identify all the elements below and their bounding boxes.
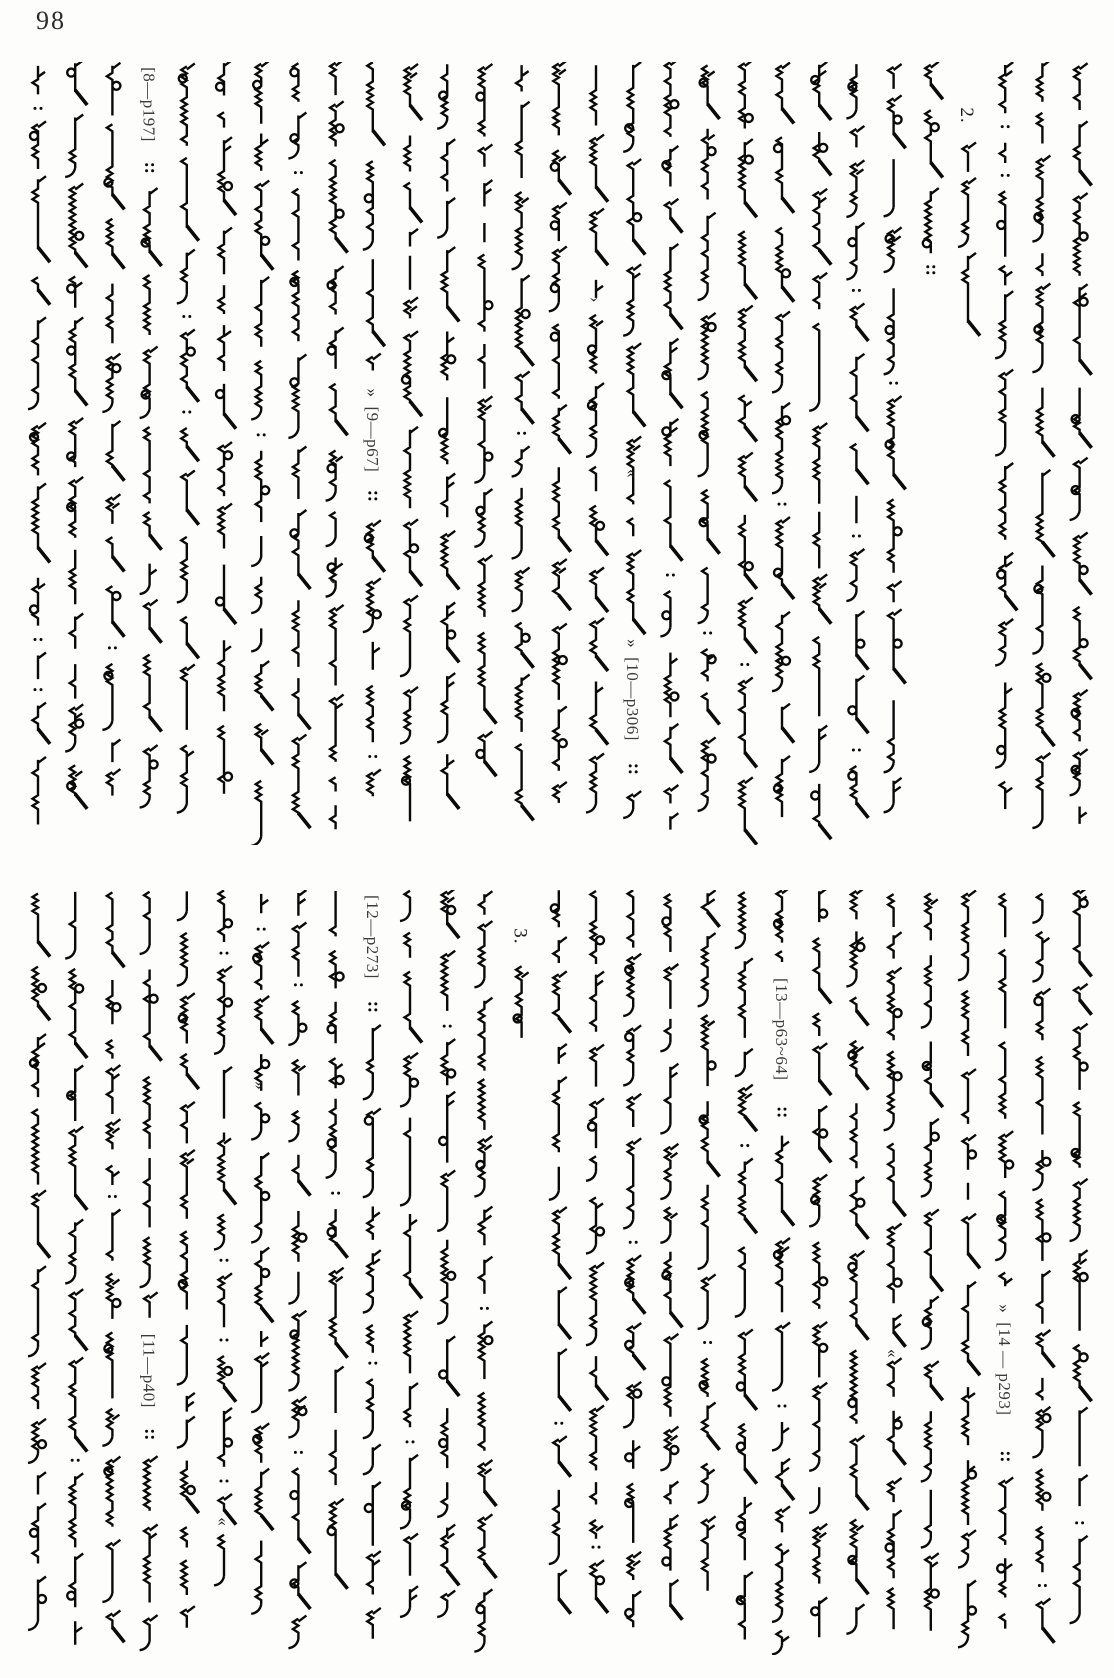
script-tail-strokes xyxy=(782,109,794,743)
script-strokes xyxy=(474,64,492,763)
script-punctuation-dots xyxy=(406,1440,415,1443)
script-punctuation-dots xyxy=(443,1025,452,1028)
script-strokes xyxy=(772,63,790,818)
script-tail-strokes xyxy=(112,194,124,636)
script-tail-strokes xyxy=(931,1092,943,1400)
quote-mark: » xyxy=(995,1304,1015,1314)
script-tail-strokes xyxy=(633,1299,645,1370)
citation-reference: [12—p273] xyxy=(362,895,382,979)
script-punctuation-dots xyxy=(331,1192,340,1195)
text-column xyxy=(363,62,385,796)
script-strokes xyxy=(140,188,158,808)
text-column xyxy=(400,64,422,822)
text-column xyxy=(586,65,608,812)
script-strokes xyxy=(363,1025,381,1639)
text-column xyxy=(437,64,459,809)
text-column xyxy=(995,894,1014,1629)
text-column xyxy=(809,890,831,1637)
script-strokes xyxy=(1070,890,1088,1623)
script-tail-strokes xyxy=(1042,442,1054,746)
script-punctuation-dots xyxy=(480,1307,489,1310)
script-tail-strokes xyxy=(336,1243,348,1589)
text-column xyxy=(326,62,348,829)
page-number: 98 xyxy=(36,6,66,35)
citation-reference: [13—p63~64] xyxy=(772,977,791,1081)
script-tail-strokes xyxy=(968,321,980,336)
script-tail-strokes xyxy=(708,104,720,725)
script-tail-strokes xyxy=(150,1046,162,1061)
text-band-top xyxy=(0,62,1114,845)
script-tail-strokes xyxy=(856,1011,868,1595)
script-tail-strokes xyxy=(298,1181,310,1609)
text-column xyxy=(474,891,496,1651)
script-strokes xyxy=(660,62,678,830)
script-tail-strokes xyxy=(670,218,682,773)
quote-mark: » xyxy=(362,388,382,398)
text-column xyxy=(288,890,310,1648)
script-punctuation-dots xyxy=(257,433,266,436)
script-tail-strokes xyxy=(745,1116,757,1483)
text-column xyxy=(251,62,273,845)
script-strokes xyxy=(660,894,678,1607)
text-column xyxy=(735,892,757,1639)
script-tail-strokes xyxy=(447,923,459,1585)
script-punctuation-dots xyxy=(629,764,638,773)
script-tail-strokes xyxy=(670,1312,682,1619)
text-column xyxy=(177,891,199,1627)
text-column xyxy=(698,890,720,1590)
script-strokes xyxy=(214,890,232,1585)
text-column xyxy=(512,65,534,820)
text-column xyxy=(65,892,87,1645)
script-tail-strokes xyxy=(596,187,608,745)
script-strokes xyxy=(846,890,864,1634)
script-strokes xyxy=(698,65,716,811)
script-strokes xyxy=(884,64,902,812)
script-strokes xyxy=(995,62,1013,809)
script-tail-strokes xyxy=(559,1018,571,1614)
script-strokes xyxy=(102,63,120,796)
script-punctuation-dots xyxy=(926,265,935,274)
script-strokes xyxy=(739,62,753,832)
citation-reference: [8—p197] xyxy=(139,67,159,142)
script-strokes xyxy=(958,890,976,1647)
section-number: 3. xyxy=(509,928,531,945)
text-column xyxy=(140,892,162,1650)
citation-reference: [10—p306] xyxy=(623,657,643,741)
text-column xyxy=(958,890,980,1647)
script-strokes xyxy=(586,891,604,1600)
script-strokes xyxy=(698,890,716,1590)
script-strokes xyxy=(846,64,864,805)
text-column xyxy=(846,64,868,818)
script-strokes xyxy=(288,63,306,815)
script-tail-strokes xyxy=(224,200,236,624)
script-tail-strokes xyxy=(410,1028,422,1299)
script-strokes xyxy=(437,890,455,1617)
script-strokes xyxy=(28,894,46,1631)
text-column xyxy=(102,63,124,796)
script-strokes xyxy=(586,65,604,812)
text-band-bottom xyxy=(0,890,1114,1655)
text-column xyxy=(660,62,682,830)
script-punctuation-dots xyxy=(554,1422,563,1425)
script-strokes xyxy=(549,62,567,803)
script-tail-strokes xyxy=(298,574,310,828)
script-strokes xyxy=(288,890,306,1648)
quote-mark: « xyxy=(883,1349,903,1358)
text-column xyxy=(923,62,943,274)
script-strokes xyxy=(177,891,195,1627)
script-strokes xyxy=(921,893,939,1630)
script-tail-strokes xyxy=(484,1491,496,1578)
script-strokes xyxy=(1032,894,1050,1630)
script-strokes xyxy=(809,62,827,826)
text-column xyxy=(474,64,496,776)
script-strokes xyxy=(177,63,195,812)
script-punctuation-dots xyxy=(740,1144,749,1147)
script-punctuation-dots xyxy=(778,503,787,506)
text-column xyxy=(214,890,236,1585)
script-strokes xyxy=(437,64,455,796)
text-column xyxy=(510,928,531,1038)
text-column xyxy=(1070,890,1092,1623)
text-column xyxy=(216,62,236,794)
text-column xyxy=(809,62,831,839)
script-tail-strokes xyxy=(559,180,571,610)
script-punctuation-dots xyxy=(889,382,898,385)
script-strokes xyxy=(1032,62,1050,828)
text-column xyxy=(623,890,645,1627)
script-strokes xyxy=(512,65,530,807)
script-strokes xyxy=(65,62,83,796)
script-punctuation-dots xyxy=(1075,1521,1084,1524)
script-tail-strokes xyxy=(112,952,124,1642)
script-strokes xyxy=(809,890,827,1637)
script-punctuation-dots xyxy=(629,1241,638,1244)
text-column xyxy=(884,894,906,1629)
script-punctuation-dots xyxy=(703,632,712,635)
script-punctuation-dots xyxy=(666,574,675,577)
section-number: 2. xyxy=(956,107,977,124)
text-column xyxy=(549,62,571,803)
script-tail-strokes xyxy=(187,1074,199,1513)
script-tail-strokes xyxy=(75,90,87,809)
text-column xyxy=(1032,62,1054,828)
text-column xyxy=(65,62,87,809)
script-strokes xyxy=(514,966,529,1038)
script-punctuation-dots xyxy=(257,928,266,931)
script-tail-strokes xyxy=(894,133,906,683)
script-strokes xyxy=(400,64,418,822)
script-punctuation-dots xyxy=(517,432,526,435)
script-strokes xyxy=(216,62,232,794)
text-column xyxy=(1032,894,1054,1643)
script-tail-strokes xyxy=(410,105,422,586)
text-column xyxy=(400,891,422,1617)
script-strokes xyxy=(251,894,269,1614)
script-punctuation-dots xyxy=(703,1341,712,1344)
text-column xyxy=(28,66,50,825)
script-strokes xyxy=(28,66,46,825)
citation-reference: [11—p40] xyxy=(139,1333,159,1408)
text-column xyxy=(846,890,868,1634)
script-strokes xyxy=(65,892,83,1645)
script-tail-strokes xyxy=(782,1211,794,1500)
script-tail-strokes xyxy=(1005,595,1017,610)
text-column xyxy=(437,890,459,1617)
script-strokes xyxy=(549,890,567,1601)
text-column xyxy=(995,62,1017,809)
script-tail-strokes xyxy=(596,1385,608,1613)
text-column xyxy=(739,62,757,845)
script-tail-strokes xyxy=(224,1190,236,1525)
script-punctuation-dots xyxy=(71,1459,80,1462)
script-strokes xyxy=(474,891,492,1651)
script-strokes xyxy=(400,891,418,1617)
text-column xyxy=(326,891,348,1589)
text-column xyxy=(549,890,571,1614)
text-column xyxy=(884,64,906,812)
script-strokes xyxy=(623,890,641,1627)
script-tail-strokes xyxy=(373,130,385,571)
script-strokes xyxy=(326,891,344,1576)
script-strokes xyxy=(251,62,269,845)
text-column xyxy=(660,894,682,1620)
text-column xyxy=(772,63,794,818)
text-column xyxy=(623,62,645,818)
quote-mark: ‹ xyxy=(586,140,605,147)
script-strokes xyxy=(140,892,158,1650)
script-tail-strokes xyxy=(708,912,720,1450)
quote-mark: » xyxy=(623,639,643,649)
script-strokes xyxy=(102,892,120,1629)
text-column xyxy=(102,892,124,1642)
script-strokes xyxy=(995,894,1013,1629)
script-punctuation-dots xyxy=(1038,1584,1047,1587)
script-tail-strokes xyxy=(484,709,496,777)
text-column xyxy=(28,894,50,1631)
text-column xyxy=(1070,63,1092,824)
script-punctuation-dots xyxy=(740,663,749,666)
text-column xyxy=(251,894,273,1614)
script-strokes xyxy=(326,62,344,829)
script-punctuation-dots xyxy=(145,1430,154,1439)
script-punctuation-dots xyxy=(108,646,117,649)
text-column xyxy=(921,893,943,1630)
quote-mark: « xyxy=(214,1517,233,1527)
script-tail-strokes xyxy=(261,1029,273,1530)
script-strokes xyxy=(884,894,902,1629)
script-tail-strokes xyxy=(1080,171,1092,680)
script-punctuation-dots xyxy=(592,1546,601,1549)
text-column xyxy=(956,107,980,335)
citation-reference: [9—p67] xyxy=(362,406,382,473)
script-punctuation-dots xyxy=(294,171,303,174)
script-tail-strokes xyxy=(447,307,459,809)
script-punctuation-dots xyxy=(1001,1452,1010,1461)
script-tail-strokes xyxy=(150,251,162,732)
text-column xyxy=(177,63,199,812)
script-punctuation-dots xyxy=(145,163,154,172)
quote-mark: › xyxy=(325,578,345,585)
text-column xyxy=(140,67,162,807)
script-strokes xyxy=(958,142,976,322)
quote-mark: › xyxy=(586,296,605,304)
script-tail-strokes xyxy=(187,226,199,659)
script-tail-strokes xyxy=(38,942,50,1258)
script-tail-strokes xyxy=(856,326,868,818)
script-tail-strokes xyxy=(522,351,534,821)
script-tail-strokes xyxy=(261,255,273,765)
script-punctuation-dots xyxy=(108,1195,117,1198)
text-column xyxy=(363,895,382,1639)
text-column xyxy=(698,65,720,811)
text-column xyxy=(772,890,794,1654)
quote-mark: » xyxy=(251,1081,271,1091)
text-column xyxy=(288,63,310,828)
text-column xyxy=(586,891,608,1613)
script-strokes xyxy=(735,892,753,1639)
quote-mark: « xyxy=(623,469,643,479)
citation-reference: [14 — p293] xyxy=(995,1322,1015,1416)
script-tail-strokes xyxy=(745,202,757,844)
script-tail-strokes xyxy=(968,1253,980,1375)
